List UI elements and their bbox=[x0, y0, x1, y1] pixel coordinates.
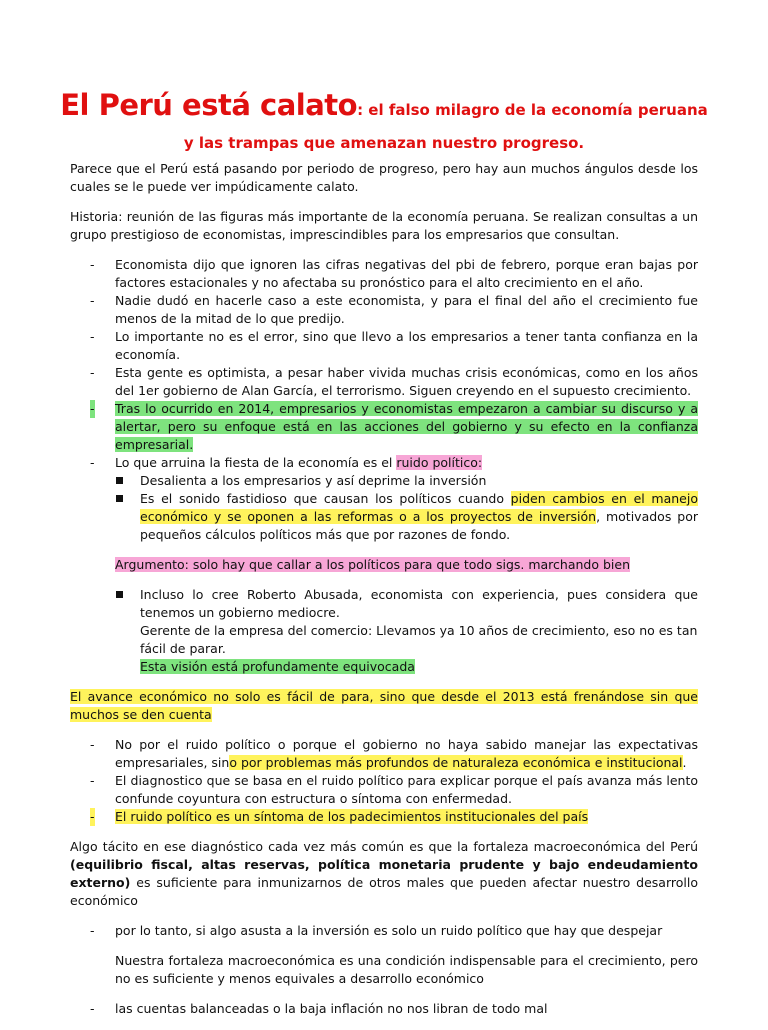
list-item-text: Lo importante no es el error, sino que llevo a los empresarios a tener tanta confianza en la economía. bbox=[115, 329, 698, 362]
list-item-text: Nadie dudó en hacerle caso a este economista, y para el final del año el crecimiento fue menos de la mitad de lo que predijo. bbox=[115, 293, 698, 326]
history-paragraph: Historia: reunión de las figuras más importante de la economía peruana. Se realizan consultas a un grupo prestigioso de economistas, imprescindibles para los empresarios que consultan. bbox=[70, 209, 698, 242]
dash-bullet: - bbox=[90, 401, 95, 416]
sub-item-text: Es el sonido fastidioso que causan los políticos cuando bbox=[140, 491, 511, 506]
highlighted-text-pink: Argumento: solo hay que callar a los políticos para que todo sigs. marchando bien bbox=[115, 557, 631, 572]
sub-list-item bbox=[70, 490, 698, 544]
dash-bullet: - bbox=[90, 923, 95, 938]
list-item bbox=[70, 256, 698, 292]
dash-bullet: - bbox=[90, 455, 95, 470]
dash-bullet: - bbox=[90, 365, 95, 380]
sub-list-item bbox=[70, 472, 698, 490]
list-item bbox=[70, 292, 698, 328]
strength-paragraph: Nuestra fortaleza macroeconómica es una condición indispensable para el crecimiento, pero no es suficiente y menos equivales a desarrollo económico bbox=[115, 953, 698, 986]
highlighted-text-green: Tras lo ocurrido en 2014, empresarios y economistas empezaron a cambiar su discurso y a alertar, pero su enfoque está en las acciones del gobierno y su efecto en la confianza empresarial. bbox=[115, 401, 698, 452]
sub-item-text: , motivados por pequeños cálculos políticos más que por razones de fondo. bbox=[140, 509, 698, 542]
dash-bullet: - bbox=[90, 809, 95, 824]
title-subtitle: : el falso milagro de la economía peruana y las trampas que amenazan nuestro progreso. bbox=[183, 101, 708, 152]
highlighted-text-pink: ruido político: bbox=[396, 455, 483, 470]
dash-bullet: - bbox=[90, 1001, 95, 1016]
paragraph-text: Algo tácito en ese diagnóstico cada vez más común es que la fortaleza macroeconómica del Perú bbox=[70, 839, 698, 854]
list-item-text: . bbox=[682, 755, 687, 770]
list-item bbox=[70, 922, 698, 940]
sub-item-continuation bbox=[70, 622, 698, 658]
list-item bbox=[70, 1000, 698, 1018]
square-bullet-icon bbox=[116, 477, 123, 484]
list-item bbox=[70, 400, 698, 454]
list-item bbox=[70, 808, 698, 826]
document-title bbox=[0, 0, 768, 158]
list-item-text: por lo tanto, si algo asusta a la inversión es solo un ruido político que hay que despejar bbox=[115, 923, 663, 938]
square-bullet-icon bbox=[116, 495, 123, 502]
list-item-text: El diagnostico que se basa en el ruido político para explicar porque el país avanza más lento confunde coyuntura con estructura o síntoma con enfermedad. bbox=[115, 773, 698, 806]
highlighted-text-green: Esta visión está profundamente equivocada bbox=[140, 659, 415, 674]
list-item-text: Economista dijo que ignoren las cifras negativas del pbi de febrero, porque eran bajas por factores estacionales y no afectaba su pronóstico para el alto crecimiento en el año. bbox=[115, 257, 698, 290]
sub-item-continuation bbox=[70, 658, 698, 676]
square-bullet-icon bbox=[116, 591, 123, 598]
dash-bullet: - bbox=[90, 293, 95, 308]
highlighted-text-yellow: o por problemas más profundos de naturaleza económica e institucional bbox=[229, 755, 683, 770]
document-body bbox=[70, 160, 698, 1030]
sub-item-text: Incluso lo cree Roberto Abusada, economista con experiencia, pues considera que tenemos un gobierno mediocre. bbox=[140, 587, 698, 620]
macro-paragraph bbox=[70, 838, 698, 910]
sub-list-item bbox=[70, 586, 698, 622]
sub-item-text: Desalienta a los empresarios y así deprime la inversión bbox=[140, 473, 487, 488]
paragraph-text: es suficiente para inmunizarnos de otros males que pueden afectar nuestro desarrollo económico bbox=[70, 875, 698, 908]
diagnosis-list bbox=[70, 736, 698, 826]
list-item bbox=[70, 454, 698, 472]
conclusion-list bbox=[70, 922, 698, 940]
dash-bullet: - bbox=[90, 257, 95, 272]
dash-bullet: - bbox=[90, 773, 95, 788]
final-list bbox=[70, 1000, 698, 1018]
list-item-text: Lo que arruina la fiesta de la economía es el bbox=[115, 455, 397, 470]
list-item bbox=[70, 736, 698, 772]
list-item-text: No por el ruido político o porque el gobierno no haya sabido manejar las expectativas empresariales, sin bbox=[115, 737, 698, 770]
advance-paragraph bbox=[70, 688, 698, 724]
list-item bbox=[70, 364, 698, 400]
history-list bbox=[70, 256, 698, 544]
title-main: El Perú está calato bbox=[60, 88, 358, 122]
list-item bbox=[70, 772, 698, 808]
list-item-text: las cuentas balanceadas o la baja inflación no nos libran de todo mal bbox=[115, 1001, 548, 1016]
sub-item-text: Gerente de la empresa del comercio: Llevamos ya 10 años de crecimiento, eso no es tan fácil de parar. bbox=[140, 623, 698, 656]
highlighted-text-yellow: piden cambios en el manejo económico y se oponen a las reformas o a los proyectos de inversión bbox=[140, 491, 698, 524]
opinion-list bbox=[70, 586, 698, 676]
highlighted-text-yellow: El ruido político es un síntoma de los padecimientos institucionales del país bbox=[115, 809, 589, 824]
highlighted-text-yellow: El avance económico no solo es fácil de para, sino que desde el 2013 está frenándose sin que muchos se den cuenta bbox=[70, 689, 698, 722]
bold-text: (equilibrio fiscal, altas reservas, política monetaria prudente y bajo endeudamiento externo) bbox=[70, 857, 698, 890]
argument-line bbox=[70, 556, 698, 574]
list-item bbox=[70, 328, 698, 364]
intro-paragraph: Parece que el Perú está pasando por periodo de progreso, pero hay aun muchos ángulos desde los cuales se le puede ver impúdicamente calato. bbox=[70, 161, 698, 194]
list-item-text: Esta gente es optimista, a pesar haber vivida muchas crisis económicas, como en los años del 1er gobierno de Alan García, el terrorismo. Siguen creyendo en el supuesto crecimiento. bbox=[115, 365, 698, 398]
dash-bullet: - bbox=[90, 737, 95, 752]
dash-bullet: - bbox=[90, 329, 95, 344]
